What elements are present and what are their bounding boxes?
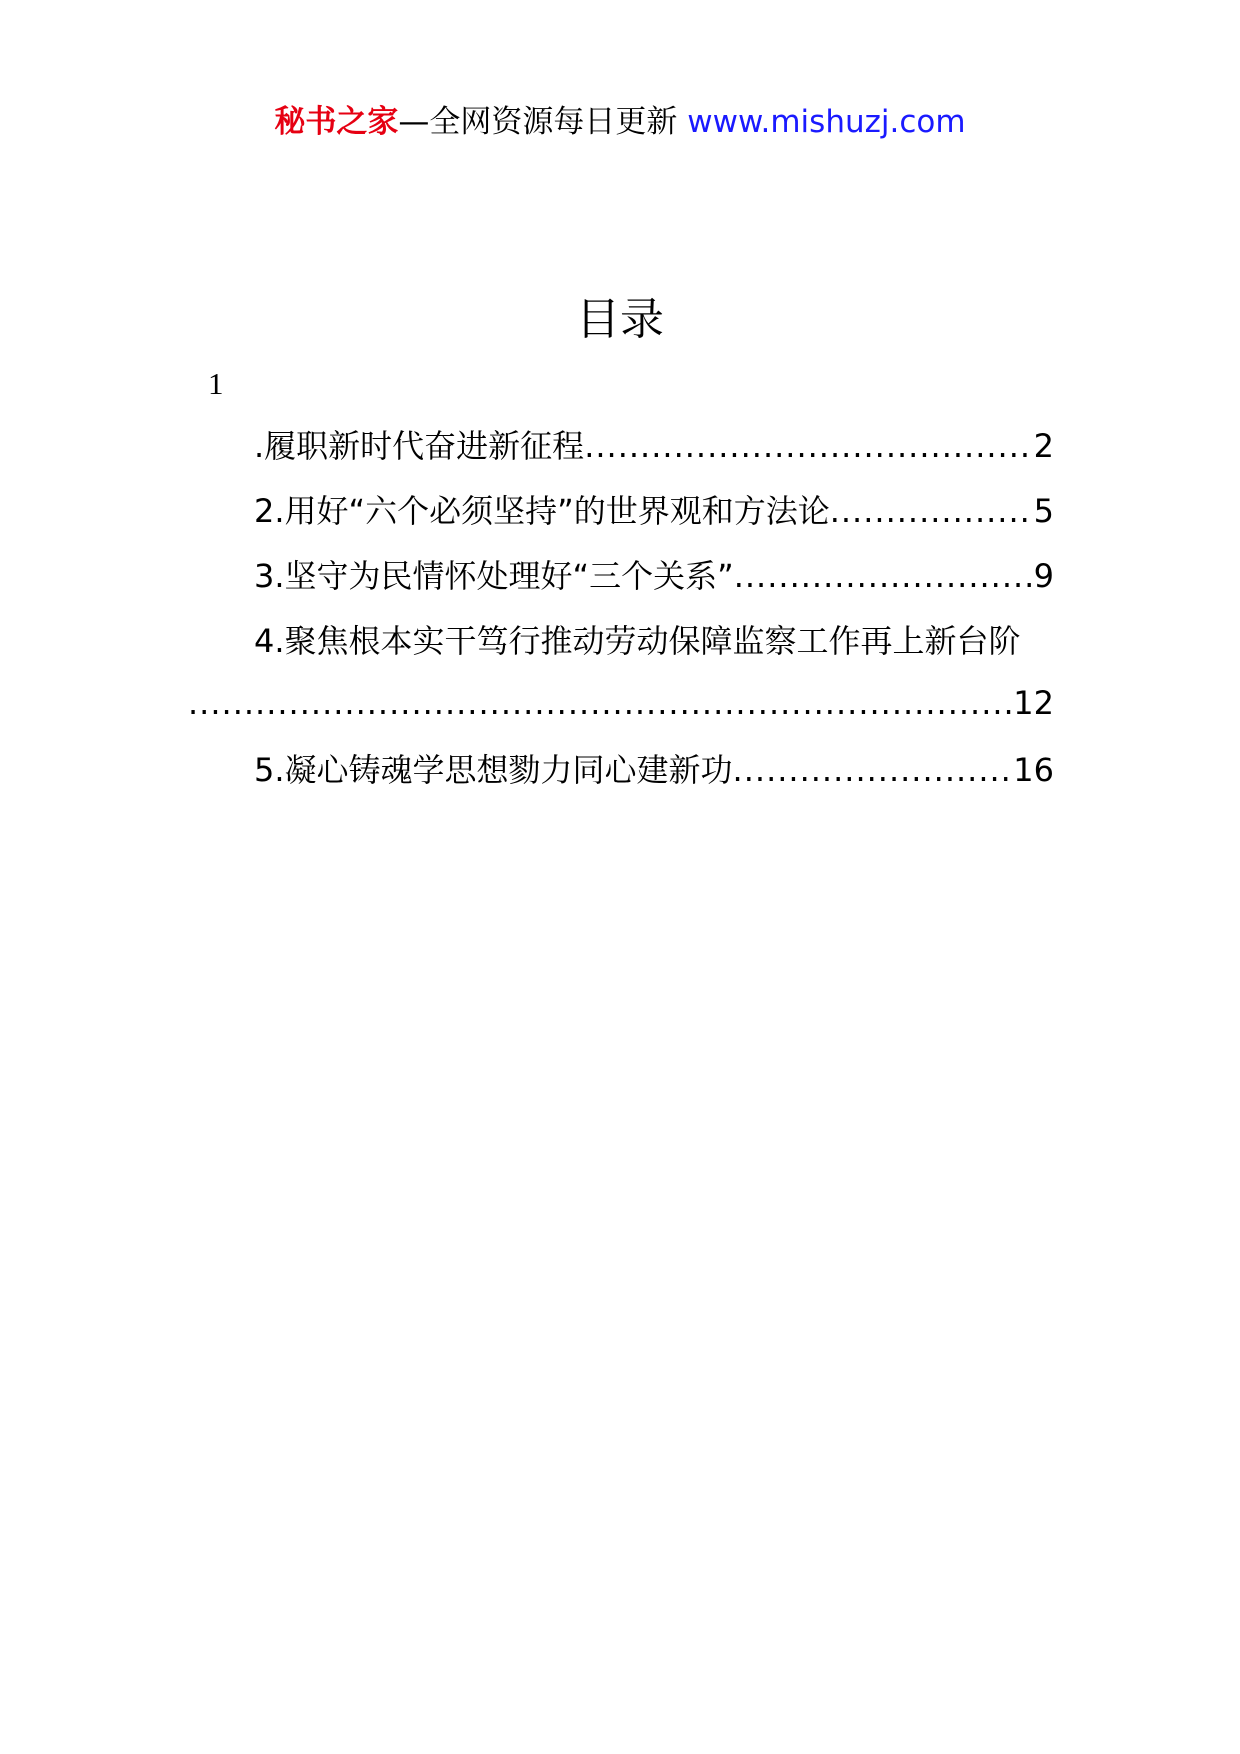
toc-page-number: 16 <box>1013 751 1054 789</box>
toc-entry-text: 2.用好“六个必须坚持”的世界观和方法论 <box>254 492 830 530</box>
toc-entry-2[interactable] <box>254 489 1054 533</box>
toc-page-number: 5 <box>1033 492 1054 530</box>
toc-page-number: 2 <box>1033 427 1054 465</box>
site-header <box>0 100 1240 144</box>
toc-entry-text: 3.坚守为民情怀处理好“三个关系” <box>254 557 734 595</box>
toc-entry-4[interactable] <box>254 619 1054 663</box>
toc-page-number: 9 <box>1033 557 1054 595</box>
toc-leader-dots <box>188 681 1013 725</box>
toc-entry-text: .履职新时代奋进新征程 <box>254 427 585 465</box>
toc-entry-1[interactable] <box>254 424 1054 468</box>
toc-leader-dots <box>734 554 1032 598</box>
header-slogan: —全网资源每日更新 <box>398 104 678 140</box>
toc-entry-5[interactable] <box>254 748 1054 792</box>
page-title: 目录 <box>576 294 664 345</box>
toc-entry-text: 5.凝心铸魂学思想勠力同心建新功 <box>254 751 733 789</box>
toc-entry-text: 4.聚焦根本实干笃行推动劳动保障监察工作再上新台阶 <box>254 622 1021 660</box>
toc-page-number: 12 <box>1013 684 1054 722</box>
stray-number: 1 <box>208 366 224 401</box>
toc-leader-dots <box>584 424 1031 468</box>
toc-entry-3[interactable] <box>254 554 1054 598</box>
brand-name: 秘书之家 <box>274 104 399 140</box>
site-url-link[interactable]: www.mishuzj.com <box>687 104 966 140</box>
toc-leader-dots <box>733 748 1012 792</box>
toc-entry-4-continuation[interactable] <box>188 681 1054 725</box>
toc-leader-dots <box>830 489 1032 533</box>
